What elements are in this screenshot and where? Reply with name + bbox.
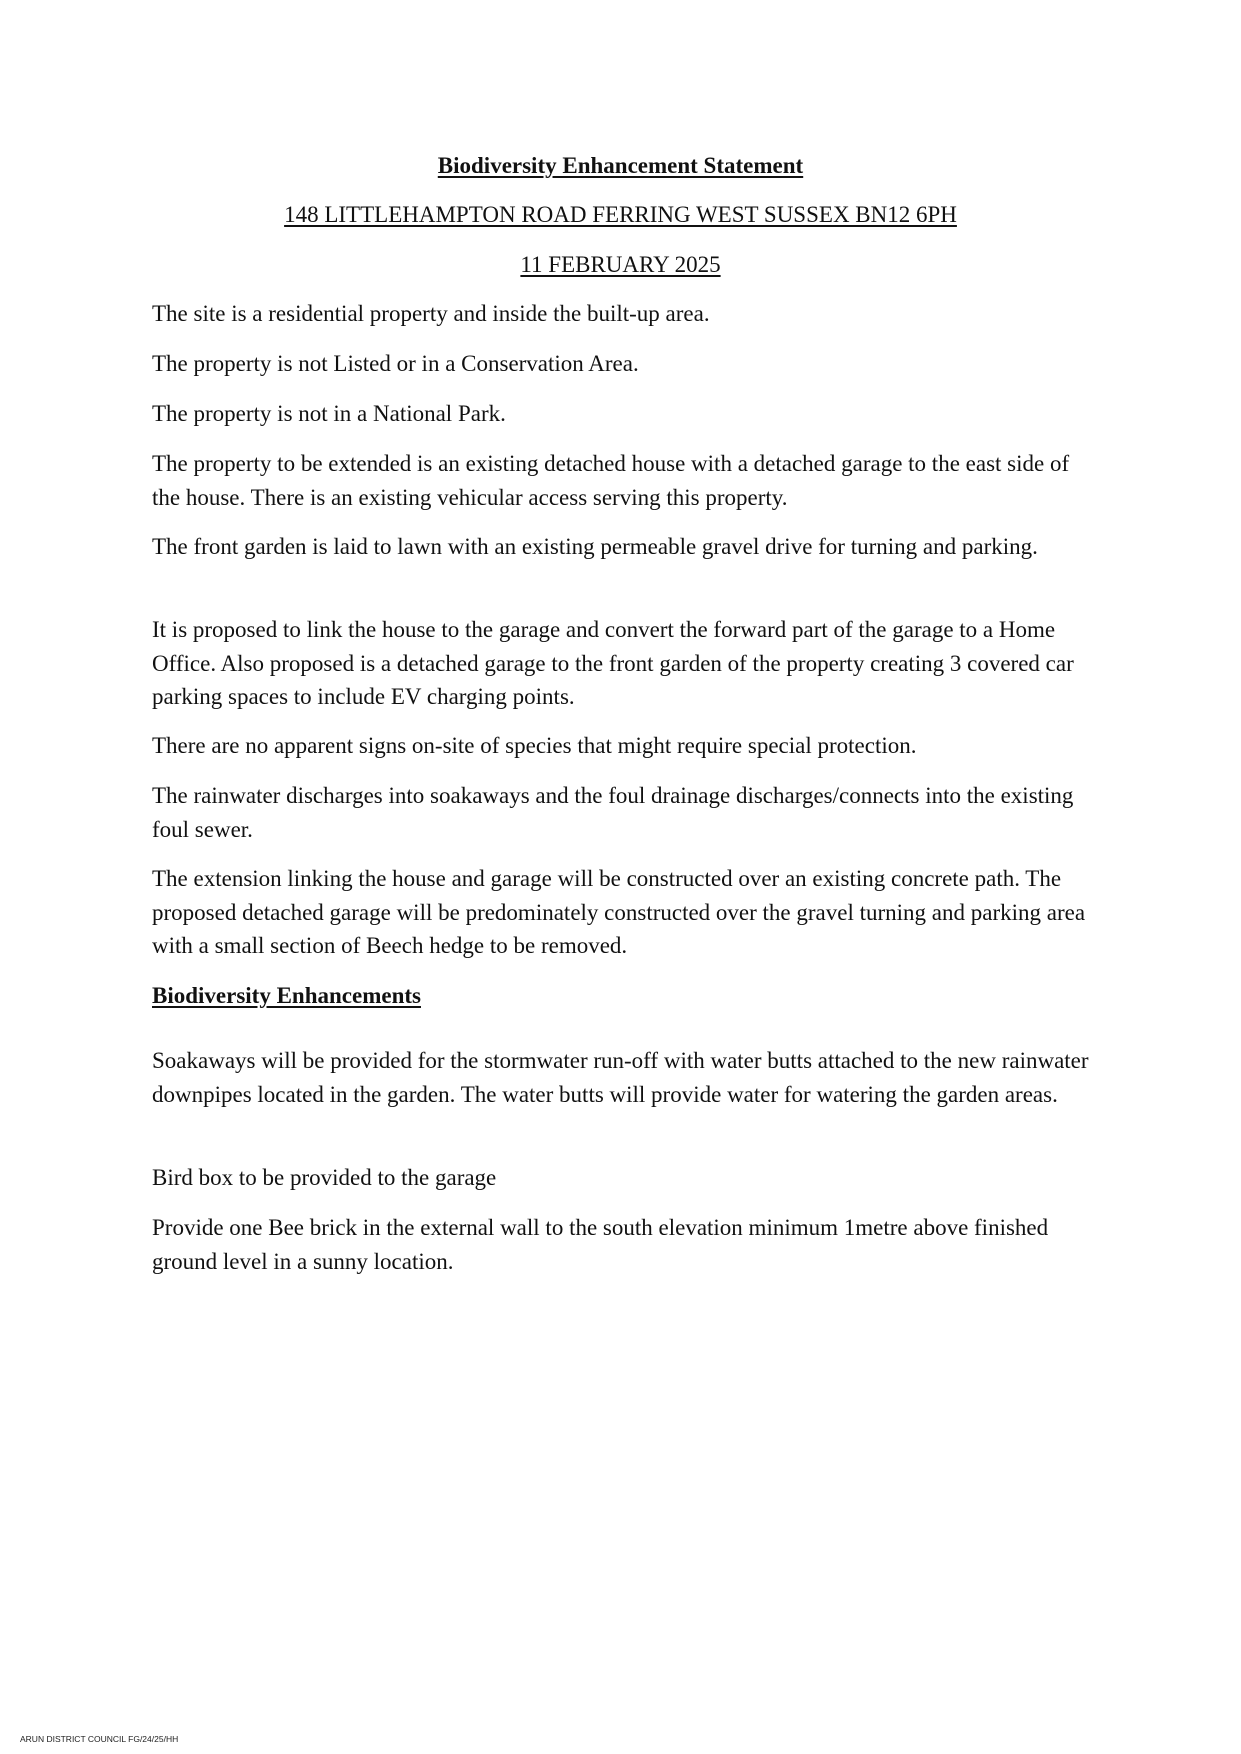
paragraph-national-park: The property is not in a National Park. xyxy=(152,401,506,426)
paragraph-drainage: The rainwater discharges into soakaways and the foul drainage discharges/connects into the existing foul sewer. xyxy=(152,783,1074,842)
paragraph-listed: The property is not Listed or in a Conservation Area. xyxy=(152,351,639,376)
paragraph-existing-house: The property to be extended is an existing detached house with a detached garage to the east side of the house. There is an existing vehicular access serving this property. xyxy=(152,451,1070,510)
enhancement-bird-box: Bird box to be provided to the garage xyxy=(152,1165,497,1190)
enhancement-soakaways: Soakaways will be provided for the stormwater run-off with water butts attached to the new rainwater downpipes located in the garden. The water butts will provide water for watering the garden areas. xyxy=(152,1048,1089,1107)
paragraph-proposal: It is proposed to link the house to the garage and convert the forward part of the garage to a Home Office. Also proposed is a detached garage to the front garden of the property creating 3 covered car parking spaces to include EV charging points. xyxy=(152,617,1074,709)
paragraph-front-garden: The front garden is laid to lawn with an existing permeable gravel drive for turning and parking. xyxy=(152,534,1038,559)
footer-reference: ARUN DISTRICT COUNCIL FG/24/25/HH xyxy=(20,1734,179,1744)
paragraph-extension: The extension linking the house and garage will be constructed over an existing concrete path. The proposed detached garage will be predominately constructed over the gravel turning and parking area with a small section of Beech hedge to be removed. xyxy=(152,866,1086,958)
enhancements-heading: Biodiversity Enhancements xyxy=(152,983,421,1008)
enhancement-bee-brick: Provide one Bee brick in the external wall to the south elevation minimum 1metre above finished ground level in a sunny location. xyxy=(152,1215,1049,1274)
paragraph-species: There are no apparent signs on-site of species that might require special protection. xyxy=(152,733,917,758)
site-address: 148 LITTLEHAMPTON ROAD FERRING WEST SUSSEX BN12 6PH xyxy=(284,202,957,227)
document-date: 11 FEBRUARY 2025 xyxy=(520,252,721,277)
document-title: Biodiversity Enhancement Statement xyxy=(437,153,804,178)
paragraph-site: The site is a residential property and inside the built-up area. xyxy=(152,301,710,326)
